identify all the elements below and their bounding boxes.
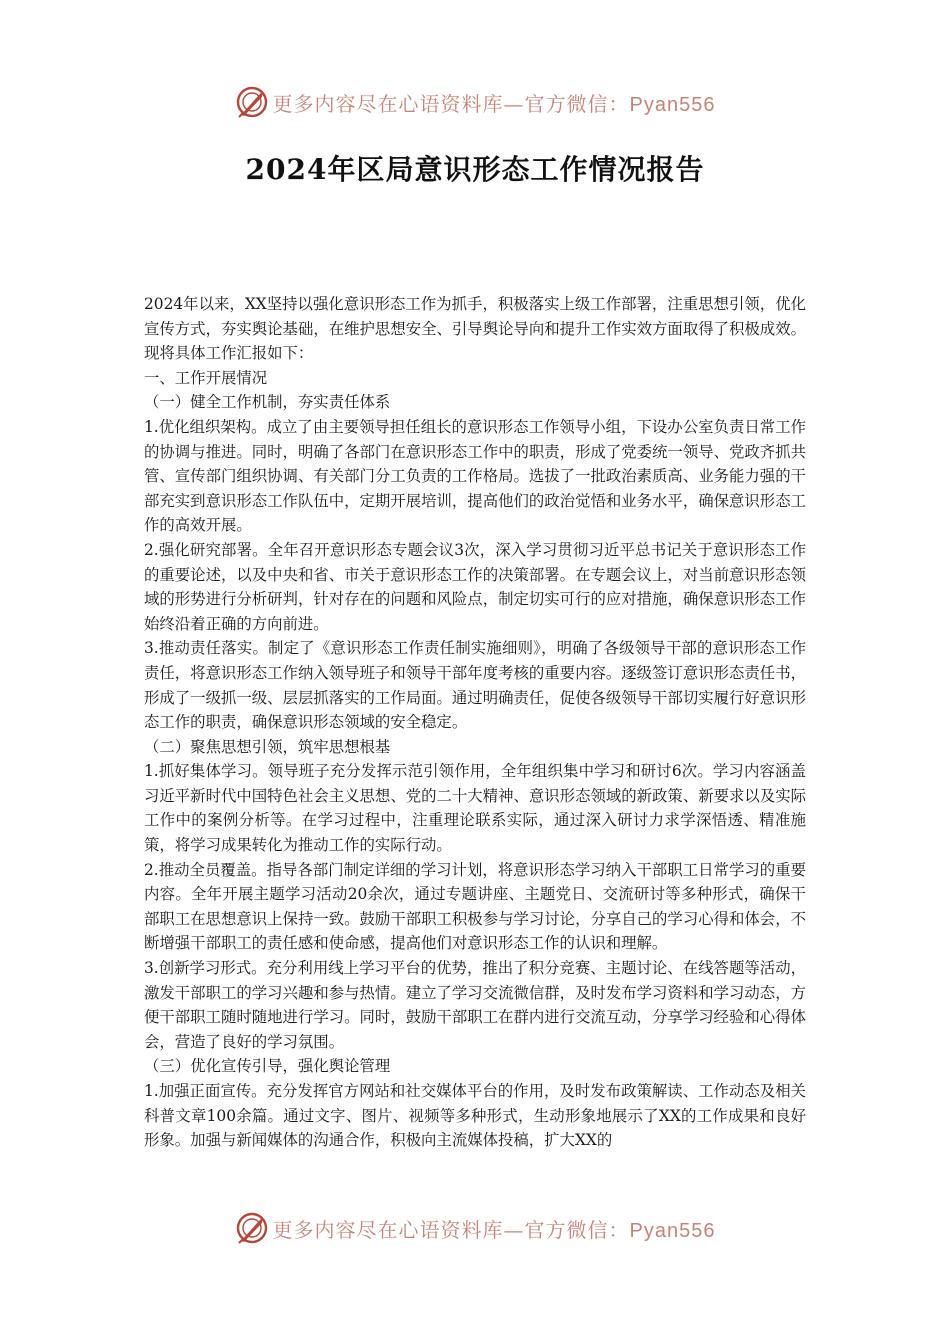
paragraph: 3.创新学习形式。充分利用线上学习平台的优势，推出了积分竞赛、主题讨论、在线答题等活动，激发干部职工的学习兴趣和参与热情。建立了学习交流微信群，及时发布学习资料和学习动态，方便干部职工随时随地进行学习。同时，鼓励干部职工在群内进行交流互动，分享学习经验和心得体会，营造了良好的学习氛围。 [144, 959, 806, 1051]
document-title: 2024年区局意识形态工作情况报告 [245, 153, 705, 186]
paragraph: 1.优化组织架构。成立了由主要领导担任组长的意识形态工作领导小组，下设办公室负责日常工作的协调与推进。同时，明确了各部门在意识形态工作中的职责，形成了党委统一领导、党政齐抓共管、宣传部门组织协调、有关部门分工负责的工作格局。选拔了一批政治素质高、业务能力强的干部充实到意识形态工作队伍中，定期开展培训，提高他们的政治觉悟和业务水平，确保意识形态工作的高效开展。 [144, 417, 806, 535]
subsection-heading-1: （一）健全工作机制，夯实责任体系 [144, 393, 391, 412]
document-body [144, 292, 806, 1153]
watermark-text: 更多内容尽在心语资料库—官方微信：Pyan556 [272, 1217, 716, 1242]
paragraph: 1.抓好集体学习。领导班子充分发挥示范引领作用，全年组织集中学习和研讨6次。学习内容涵盖习近平新时代中国特色社会主义思想、党的二十大精神、意识形态领域的新政策、新要求以及实际工作中的案例分析等。在学习过程中，注重理论联系实际，通过深入研讨力求学深悟透、精准施策，将学习成果转化为推动工作的实际行动。 [144, 762, 806, 855]
subsection-heading-2: （二）聚焦思想引领，筑牢思想根基 [144, 737, 391, 756]
watermark-banner-bottom [0, 1208, 950, 1248]
paragraph: 2.推动全员覆盖。指导各部门制定详细的学习计划，将意识形态学习纳入干部职工日常学习的重要内容。全年开展主题学习活动20余次，通过专题讲座、主题党日、交流研讨等多种形式，确保干部职工在思想意识上保持一致。鼓励干部职工积极参与学习讨论，分享自己的学习心得和体会，不断增强干部职工的责任感和使命感，提高他们对意识形态工作的认识和理解。 [144, 860, 806, 953]
paragraph-intro: 2024年以来，XX坚持以强化意识形态工作为抓手，积极落实上级工作部署，注重思想引领，优化宣传方式，夯实舆论基础，在维护思想安全、引导舆论导向和提升工作实效方面取得了积极成效。现将具体工作汇报如下： [144, 295, 806, 363]
section-heading-1: 一、工作开展情况 [144, 368, 268, 387]
paragraph: 3.推动责任落实。制定了《意识形态工作责任制实施细则》，明确了各级领导干部的意识形态工作责任，将意识形态工作纳入领导班子和领导干部年度考核的重要内容。逐级签订意识形态责任书，形成了一级抓一级、层层抓落实的工作局面。通过明确责任，促使各级领导干部切实履行好意识形态工作的职责，确保意识形态领域的安全稳定。 [144, 639, 806, 732]
pen-logo-icon [235, 1211, 269, 1245]
paragraph: 2.强化研究部署。全年召开意识形态专题会议3次，深入学习贯彻习近平总书记关于意识形态工作的重要论述，以及中央和省、市关于意识形态工作的决策部署。在专题会议上，对当前意识形态领域的形势进行分析研判，针对存在的问题和风险点，制定切实可行的应对措施，确保意识形态工作始终沿着正确的方向前进。 [144, 540, 806, 633]
pen-logo-icon [235, 85, 269, 119]
subsection-heading-3: （三）优化宣传引导，强化舆论管理 [144, 1057, 391, 1076]
watermark-banner-top [0, 82, 950, 122]
watermark-text: 更多内容尽在心语资料库—官方微信：Pyan556 [272, 91, 716, 116]
paragraph: 1.加强正面宣传。充分发挥官方网站和社交媒体平台的作用，及时发布政策解读、工作动态及相关科普文章100余篇。通过文字、图片、视频等多种形式，生动形象地展示了XX的工作成果和良好形象。加强与新闻媒体的沟通合作，积极向主流媒体投稿，扩大XX的 [144, 1082, 806, 1150]
